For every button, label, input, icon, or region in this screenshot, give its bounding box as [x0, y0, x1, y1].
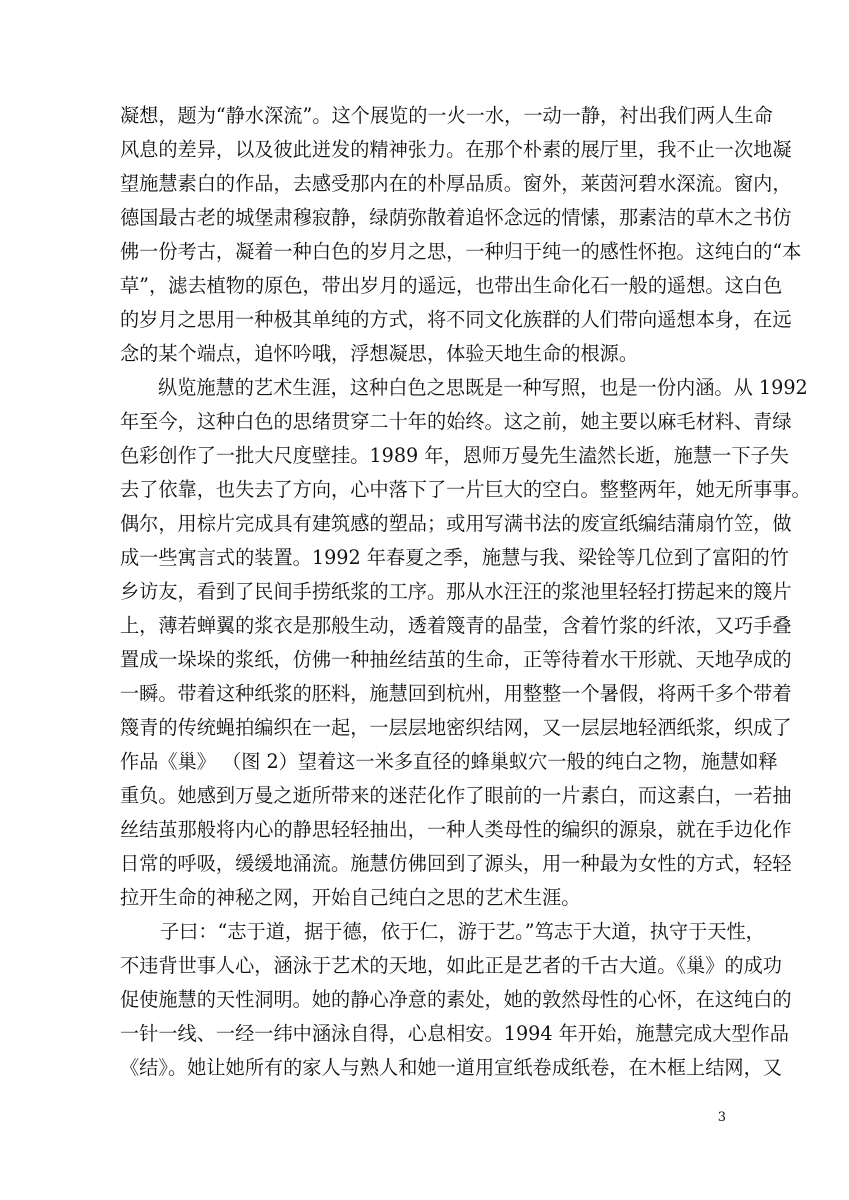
text-line: 作品《巢》 （图 2）望着这一米多直径的蜂巢蚁穴一般的纯白之物，施慧如释 [120, 750, 778, 773]
text-line: 日常的呼吸，缓缓地涌流。施慧仿佛回到了源头，用一种最为女性的方式，轻轻 [120, 852, 792, 875]
text-line: 篾青的传统蝇拍编织在一起，一层层地密织结网，又一层层地轻洒纸浆，织成了 [120, 716, 792, 739]
text-line: 望施慧素白的作品，去感受那内在的朴厚品质。窗外，莱茵河碧水深流。窗内， [120, 172, 792, 195]
text-line: 纵览施慧的艺术生涯，这种白色之思既是一种写照，也是一份内涵。从 1992 [158, 376, 808, 399]
text-line: 置成一垛垛的浆纸，仿佛一种抽丝结茧的生命，正等待着水干形就、天地孕成的 [120, 648, 792, 671]
text-line: 重负。她感到万曼之逝所带来的迷茫化作了眼前的一片素白，而这素白，一若抽 [120, 784, 792, 807]
text-line: 凝想，题为“静水深流”。这个展览的一火一水，一动一静，衬出我们两人生命 [120, 104, 773, 127]
text-line: 草”，滤去植物的原色，带出岁月的遥远，也带出生命化石一般的遥想。这白色 [120, 274, 783, 297]
text-line: 成一些寓言式的装置。1992 年春夏之季，施慧与我、梁铨等几位到了富阳的竹 [120, 546, 789, 569]
text-line: 不违背世事人心，涵泳于艺术的天地，如此正是艺者的千古大道。《巢》的成功 [120, 954, 782, 977]
text-line: 一瞬。带着这种纸浆的胚料，施慧回到杭州，用整整一个暑假，将两千多个带着 [120, 682, 792, 705]
text-line: 德国最古老的城堡肃穆寂静，绿荫弥散着追怀念远的情愫，那素洁的草木之书仿 [120, 206, 792, 229]
text-line: 丝结茧那般将内心的静思轻轻抽出，一种人类母性的编织的源泉，就在手边化作 [120, 818, 792, 841]
text-line: 偶尔，用棕片完成具有建筑感的塑品；或用写满书法的废宣纸编结蒲扇竹笠，做 [120, 512, 792, 535]
text-line: 《结》。她让她所有的家人与熟人和她一道用宣纸卷成纸卷，在木框上结网，又 [120, 1056, 782, 1079]
page-number: 3 [717, 1110, 726, 1125]
text-line: 的岁月之思用一种极其单纯的方式，将不同文化族群的人们带向遥想本身，在远 [120, 308, 792, 331]
text-line: 拉开生命的神秘之网，开始自己纯白之思的艺术生涯。 [120, 886, 581, 909]
text-line: 佛一份考古，凝着一种白色的岁月之思，一种归于纯一的感性怀抱。这纯白的“本 [120, 240, 802, 263]
text-line: 去了依靠，也失去了方向，心中落下了一片巨大的空白。整整两年，她无所事事。 [120, 478, 811, 501]
text-line: 上，薄若蝉翼的浆衣是那般生动，透着篾青的晶莹，含着竹浆的纤浓，又巧手叠 [120, 614, 792, 637]
text-line: 年至今，这种白色的思绪贯穿二十年的始终。这之前，她主要以麻毛材料、青绿 [120, 410, 792, 433]
text-line: 促使施慧的天性洞明。她的静心净意的素处，她的敦然母性的心怀，在这纯白的 [120, 988, 792, 1011]
text-line: 风息的差异，以及彼此迸发的精神张力。在那个朴素的展厅里，我不止一次地凝 [120, 138, 792, 161]
text-line: 一针一线、一经一纬中涵泳自得，心息相安。1994 年开始，施慧完成大型作品 [120, 1022, 789, 1045]
text-line: 念的某个端点，追怀吟哦，浮想凝思，体验天地生命的根源。 [120, 342, 639, 365]
text-line: 色彩创作了一批大尺度壁挂。1989 年，恩师万曼先生溘然长逝，施慧一下子失 [120, 444, 789, 467]
text-line: 乡访友，看到了民间手捞纸浆的工序。那从水汪汪的浆池里轻轻打捞起来的篾片 [120, 580, 792, 603]
text-line: 子曰：“志于道，据于德，依于仁，游于艺。”笃志于大道，执守于天性， [160, 920, 765, 943]
